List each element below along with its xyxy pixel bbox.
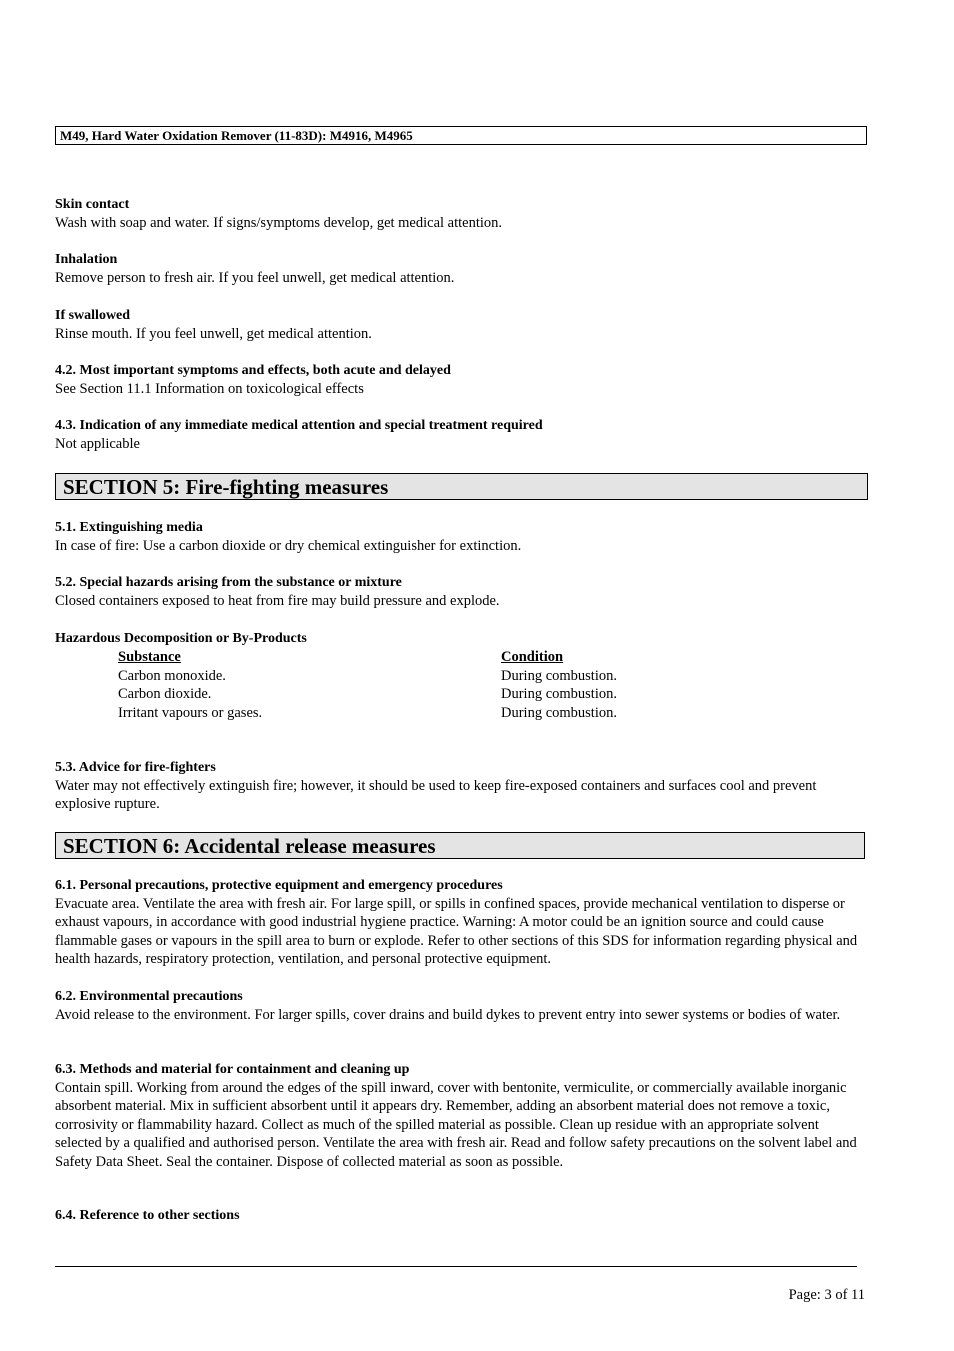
swallowed-text: Rinse mouth. If you feel unwell, get medical attention.	[55, 326, 372, 342]
section-6-1-text: Evacuate area. Ventilate the area with fresh air. For large spill, or spills in confined spaces, provide mechanical ventilation to disperse or exhaust vapours, in accordance with good industrial hygiene practice. Warning: A motor could be an ignition source and could cause flammable gases or vapours in the spill area to burn or explode. Refer to other sections of this SDS for information regarding physical and health hazards, respiratory protection, ventilation, and personal protective equipment.	[55, 896, 858, 968]
substance-column-header: Substance	[118, 649, 181, 665]
section-6-1-heading: 6.1. Personal precautions, protective equipment and emergency procedures	[55, 878, 503, 893]
section-4-3-text: Not applicable	[55, 436, 140, 452]
skin-contact-text: Wash with soap and water. If signs/symptoms develop, get medical attention.	[55, 215, 503, 231]
section-5-3-text: Water may not effectively extinguish fire; however, it should be used to keep fire-exposed containers and surfaces cool and prevent explosive rupture.	[55, 778, 817, 813]
substance-cell: Irritant vapours or gases.	[118, 704, 263, 721]
section-6-2-text: Avoid release to the environment. For larger spills, cover drains and build dykes to prevent entry into sewer systems or bodies of water.	[55, 1007, 841, 1023]
decomposition-block	[55, 630, 860, 648]
swallowed-heading: If swallowed	[55, 308, 131, 323]
decomposition-table-header	[118, 648, 678, 667]
section-5-3-block	[55, 759, 860, 814]
condition-cell: During combustion.	[501, 704, 617, 721]
section-5-2-heading: 5.2. Special hazards arising from the substance or mixture	[55, 575, 402, 590]
condition-cell: During combustion.	[501, 686, 617, 702]
decomposition-heading: Hazardous Decomposition or By-Products	[55, 631, 307, 646]
section-6-2-heading: 6.2. Environmental precautions	[55, 989, 243, 1004]
inhalation-heading: Inhalation	[55, 252, 118, 267]
table-row	[118, 685, 678, 704]
section-5-1-heading: 5.1. Extinguishing media	[55, 520, 203, 535]
condition-cell: During combustion.	[501, 667, 617, 684]
section-5-title: SECTION 5: Fire-fighting measures	[55, 473, 868, 500]
section-6-2-block	[55, 988, 860, 1024]
condition-column-header: Condition	[501, 649, 564, 665]
skin-contact-heading: Skin contact	[55, 197, 130, 212]
section-6-3-block	[55, 1061, 860, 1171]
section-5-3-heading: 5.3. Advice for fire-fighters	[55, 760, 216, 775]
table-row	[118, 667, 678, 686]
section-6-title: SECTION 6: Accidental release measures	[55, 832, 865, 859]
section-6-3-heading: 6.3. Methods and material for containment and cleaning up	[55, 1062, 410, 1077]
section-4-2-heading: 4.2. Most important symptoms and effects, both acute and delayed	[55, 363, 451, 378]
section-4-2-text: See Section 11.1 Information on toxicological effects	[55, 381, 364, 397]
section-6-4-block	[55, 1207, 860, 1225]
swallowed-block	[55, 307, 860, 343]
section-6-4-heading: 6.4. Reference to other sections	[55, 1208, 240, 1223]
substance-cell: Carbon monoxide.	[118, 667, 226, 684]
section-4-2-block	[55, 362, 860, 398]
section-4-3-heading: 4.3. Indication of any immediate medical attention and special treatment required	[55, 418, 543, 433]
footer-divider	[55, 1266, 857, 1267]
table-row	[118, 704, 678, 723]
section-4-3-block	[55, 417, 860, 453]
section-5-2-block	[55, 574, 860, 610]
section-5-1-block	[55, 519, 860, 555]
section-5-1-text: In case of fire: Use a carbon dioxide or dry chemical extinguisher for extinction.	[55, 538, 522, 554]
page-number: Page: 3 of 11	[788, 1287, 865, 1303]
section-5-2-text: Closed containers exposed to heat from fire may build pressure and explode.	[55, 593, 500, 609]
skin-contact-block	[55, 196, 860, 232]
document-header: M49, Hard Water Oxidation Remover (11-83D): M4916, M4965	[55, 126, 867, 145]
substance-cell: Carbon dioxide.	[118, 686, 212, 702]
section-6-1-block	[55, 877, 860, 969]
inhalation-text: Remove person to fresh air. If you feel unwell, get medical attention.	[55, 270, 455, 286]
decomposition-table	[118, 648, 678, 722]
inhalation-block	[55, 251, 860, 287]
section-6-3-text: Contain spill. Working from around the edges of the spill inward, cover with bentonite, vermiculite, or commercially available inorganic absorbent material. Mix in sufficient absorbent until it appears dry. Remember, adding an absorbent material does not remove a toxic, corrosivity or flammability hazard. Collect as much of the spilled material as possible. Clean up residue with an appropriate solvent selected by a qualified and authorised person. Ventilate the area with fresh air. Read and follow safety precautions on the solvent label and Safety Data Sheet. Seal the container. Dispose of collected material as soon as possible.	[55, 1080, 857, 1170]
